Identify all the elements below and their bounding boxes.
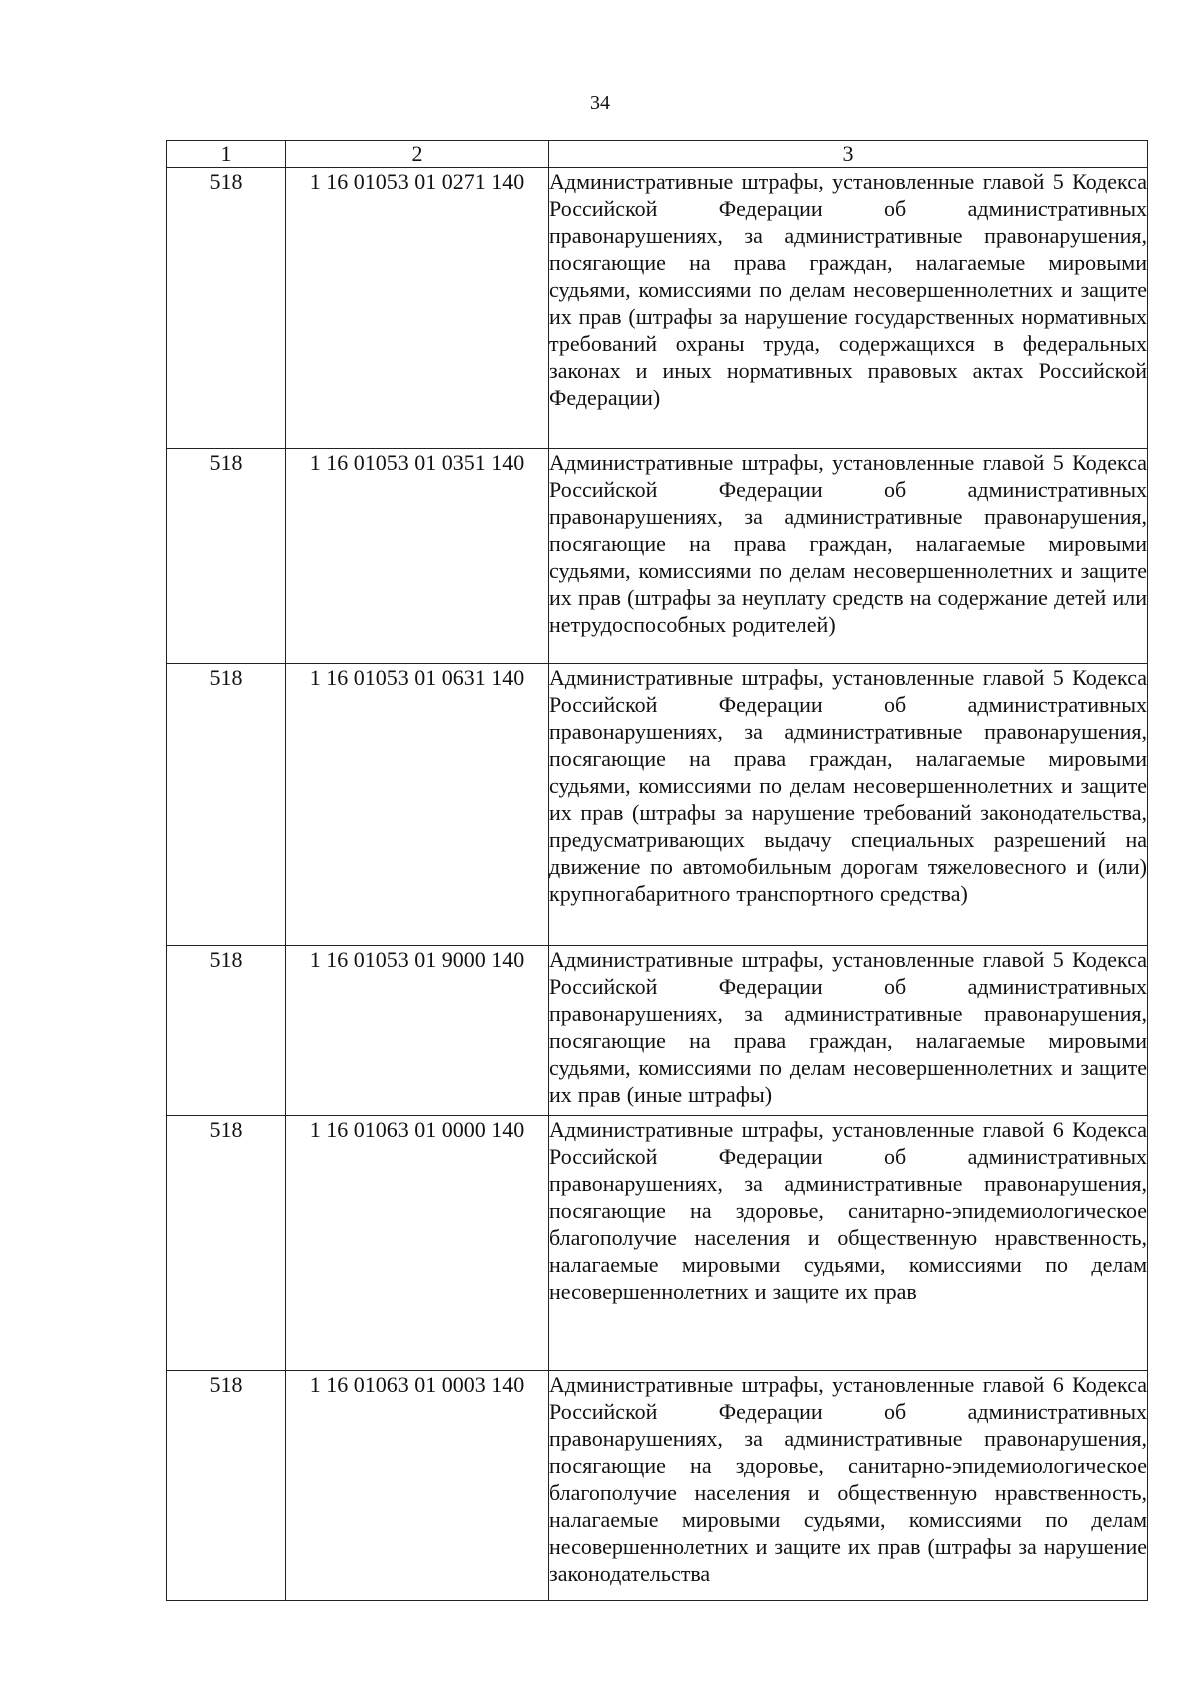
- description-text: Административные штрафы, установленные главой 6 Кодекса Российской Федерации об административных правонарушениях, за административные правонарушения, посягающие на здоровье, санитарно-эпидемиологическое благополучие населения и общественную нравственность, налагаемые мировыми судьями, комиссиями по делам несовершеннолетних и защите их прав (штрафы за нарушение законодательства: [549, 1372, 1147, 1586]
- table-row: [167, 946, 1148, 1116]
- column-header-3: 3: [549, 141, 1148, 168]
- description-text: Административные штрафы, установленные главой 5 Кодекса Российской Федерации об административных правонарушениях, за административные правонарушения, посягающие на права граждан, налагаемые мировыми судьями, комиссиями по делам несовершеннолетних и защите их прав (иные штрафы): [549, 947, 1147, 1107]
- budget-codes-table: [166, 140, 1148, 1601]
- table-row: [167, 1371, 1148, 1601]
- table-header-row: [167, 141, 1148, 168]
- description-text: Административные штрафы, установленные главой 5 Кодекса Российской Федерации об административных правонарушениях, за административные правонарушения, посягающие на права граждан, налагаемые мировыми судьями, комиссиями по делам несовершеннолетних и защите их прав (штрафы за неуплату средств на содержание детей или нетрудоспособных родителей): [549, 450, 1147, 637]
- budget-code-cell: 1 16 01053 01 0631 140: [286, 664, 549, 946]
- table-row: [167, 664, 1148, 946]
- table-row: [167, 168, 1148, 449]
- description-cell: [549, 1371, 1148, 1601]
- admin-code-cell: 518: [167, 664, 286, 946]
- description-text: Административные штрафы, установленные главой 6 Кодекса Российской Федерации об административных правонарушениях, за административные правонарушения, посягающие на здоровье, санитарно-эпидемиологическое благополучие населения и общественную нравственность, налагаемые мировыми судьями, комиссиями по делам несовершеннолетних и защите их прав: [549, 1117, 1147, 1304]
- description-cell: [549, 449, 1148, 664]
- table-row: [167, 1116, 1148, 1371]
- budget-code-cell: 1 16 01053 01 9000 140: [286, 946, 549, 1116]
- description-cell: [549, 168, 1148, 449]
- page-number: 34: [590, 92, 610, 114]
- budget-code-cell: 1 16 01063 01 0000 140: [286, 1116, 549, 1371]
- admin-code-cell: 518: [167, 1116, 286, 1371]
- budget-code-cell: 1 16 01053 01 0271 140: [286, 168, 549, 449]
- admin-code-cell: 518: [167, 168, 286, 449]
- description-cell: [549, 946, 1148, 1116]
- column-header-2: 2: [286, 141, 549, 168]
- budget-code-cell: 1 16 01063 01 0003 140: [286, 1371, 549, 1601]
- admin-code-cell: 518: [167, 946, 286, 1116]
- budget-code-cell: 1 16 01053 01 0351 140: [286, 449, 549, 664]
- table-row: [167, 449, 1148, 664]
- admin-code-cell: 518: [167, 1371, 286, 1601]
- description-cell: [549, 1116, 1148, 1371]
- admin-code-cell: 518: [167, 449, 286, 664]
- description-text: Административные штрафы, установленные главой 5 Кодекса Российской Федерации об административных правонарушениях, за административные правонарушения, посягающие на права граждан, налагаемые мировыми судьями, комиссиями по делам несовершеннолетних и защите их прав (штрафы за нарушение государственных нормативных требований охраны труда, содержащихся в федеральных законах и иных нормативных правовых актах Российской Федерации): [549, 169, 1147, 410]
- description-text: Административные штрафы, установленные главой 5 Кодекса Российской Федерации об административных правонарушениях, за административные правонарушения, посягающие на права граждан, налагаемые мировыми судьями, комиссиями по делам несовершеннолетних и защите их прав (штрафы за нарушение требований законодательства, предусматривающих выдачу специальных разрешений на движение по автомобильным дорогам тяжеловесного и (или) крупногабаритного транспортного средства): [549, 665, 1147, 906]
- column-header-1: 1: [167, 141, 286, 168]
- description-cell: [549, 664, 1148, 946]
